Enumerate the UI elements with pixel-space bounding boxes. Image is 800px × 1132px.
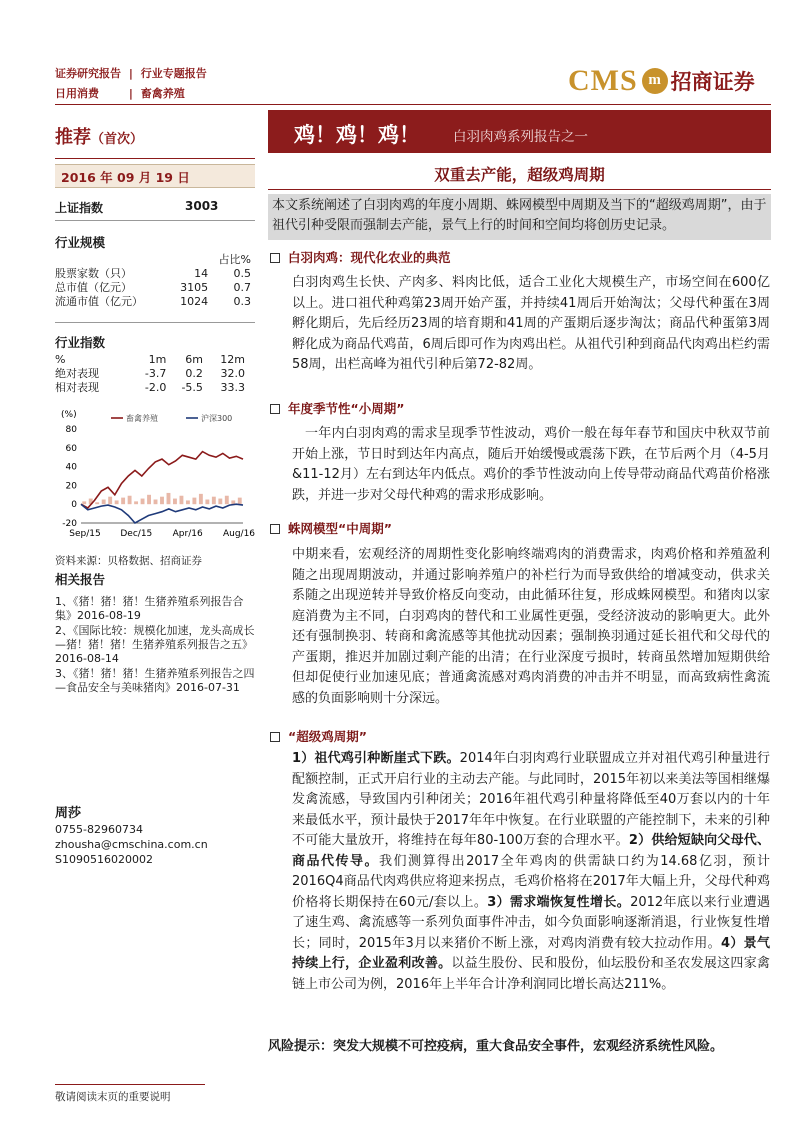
key-point: 3）需求端恢复性增长。 bbox=[487, 894, 631, 910]
industry-scale bbox=[55, 233, 255, 309]
table-row bbox=[55, 381, 245, 395]
volume-bar bbox=[95, 502, 99, 504]
row-pct: 0.7 bbox=[233, 281, 251, 294]
header-separator-2: | bbox=[128, 87, 133, 100]
rating-qualifier: （首次） bbox=[91, 132, 144, 147]
header-separator: | bbox=[128, 67, 133, 80]
volume-bar bbox=[192, 498, 196, 505]
analyst-info bbox=[55, 806, 208, 867]
header-rule bbox=[55, 104, 771, 105]
key-point: 2）供给短缺向父母代、商品代传导。 bbox=[292, 833, 771, 869]
row-value: 3105 bbox=[180, 281, 209, 294]
index-row bbox=[55, 199, 255, 216]
section-heading: 白羽肉鸡：现代化农业的典范 bbox=[270, 247, 451, 266]
report-date: 2016 年 09 月 19 日 bbox=[61, 170, 190, 185]
volume-bar bbox=[82, 501, 86, 504]
checkbox-bullet-icon bbox=[270, 404, 280, 414]
y-tick-label: 60 bbox=[65, 443, 77, 454]
volume-bar bbox=[173, 499, 177, 505]
volume-bar bbox=[199, 494, 203, 504]
analyst-cert: S1090516020002 bbox=[55, 853, 153, 866]
key-point: 1）祖代鸡引种断崖式下跌。 bbox=[292, 751, 460, 766]
col-header: 1m bbox=[148, 353, 167, 366]
logo-chinese: 招商证券 bbox=[670, 70, 755, 94]
x-tick-label: Aug/16 bbox=[222, 529, 255, 539]
rating bbox=[55, 123, 143, 149]
y-tick-label: 80 bbox=[65, 425, 77, 435]
volume-bar bbox=[225, 496, 229, 504]
report-type-line bbox=[55, 66, 207, 81]
rating-label: 推荐 bbox=[55, 127, 91, 148]
abstract-box: 本文系统阐述了白羽肉鸡的年度小周期、蛛网模型中周期及当下的“超级鸡周期”，由于祖代引种受限而强制去产能，景气上行的时间和空间均将创历史记录。 bbox=[268, 194, 771, 240]
pct-header: 占比% bbox=[218, 253, 251, 266]
logo-mark: m bbox=[642, 68, 668, 94]
row-label: 总市值（亿元） bbox=[55, 281, 132, 294]
volume-bar bbox=[141, 499, 145, 505]
title-banner bbox=[268, 110, 771, 153]
headline: 双重去产能，超级鸡周期 bbox=[434, 166, 605, 184]
volume-bar bbox=[121, 498, 125, 505]
left-rule bbox=[55, 158, 255, 159]
index-label: 上证指数 bbox=[55, 201, 104, 215]
volume-bar bbox=[186, 500, 190, 504]
legend-label: 沪深300 bbox=[201, 414, 233, 423]
row-label: 相对表现 bbox=[55, 381, 99, 394]
row-value: 1024 bbox=[180, 295, 209, 308]
row-label: 绝对表现 bbox=[55, 367, 99, 380]
key-point-text: 以益生股份、民和股份，仙坛股份和圣农发展这四家禽链上市公司为例，2016年上半年合计净利润同比增长高达211%。 bbox=[292, 956, 770, 992]
report-title: 鸡！鸡！鸡！ bbox=[294, 123, 420, 147]
volume-bar bbox=[147, 495, 151, 504]
key-point-text: 我们测算得出2017全年鸡肉的供需缺口约为14.68亿羽，预计2016Q4商品代肉鸡供应将迎来拐点，毛鸡价格将在2017年大幅上升，父母代种鸡价格将长期保持在60元/套以上。 bbox=[292, 853, 770, 910]
volume-bar bbox=[212, 497, 216, 505]
row-value: -5.5 bbox=[181, 381, 203, 394]
table-row bbox=[55, 267, 251, 281]
section-heading: “超级鸡周期” bbox=[270, 726, 367, 745]
scale-rule bbox=[55, 322, 255, 323]
sector-name: 日用消费 bbox=[55, 87, 99, 100]
list-item: 1、《猪！猪！猪！生猪养殖系列报告合集》2016-08-19 bbox=[55, 595, 244, 622]
industry-scale-title: 行业规模 bbox=[55, 235, 106, 250]
date-box bbox=[55, 164, 255, 188]
footer-note: 敬请阅读末页的重要说明 bbox=[55, 1091, 171, 1103]
row-pct: 0.3 bbox=[233, 295, 251, 308]
industry-index bbox=[55, 333, 255, 395]
row-label: 流通市值（亿元） bbox=[55, 295, 143, 308]
industry-index-table bbox=[55, 353, 245, 395]
volume-bar bbox=[160, 497, 164, 505]
performance-chart bbox=[55, 405, 255, 545]
section-body bbox=[292, 749, 770, 995]
index-rule bbox=[55, 220, 255, 221]
report-subcategory: 行业专题报告 bbox=[140, 67, 207, 80]
volume-bar bbox=[134, 501, 138, 504]
report-subtitle: 白羽肉鸡系列报告之一 bbox=[453, 129, 588, 145]
volume-bar bbox=[102, 500, 106, 505]
chart-y-label: (%) bbox=[61, 410, 77, 420]
volume-bar bbox=[128, 496, 132, 504]
volume-bar bbox=[167, 493, 171, 504]
risk-text: 突发大规模不可控疫病，重大食品安全事件，宏观经济系统性风险。 bbox=[333, 1039, 724, 1054]
section-body: 白羽肉鸡生长快、产肉多、料肉比低，适合工业化大规模生产，市场空间在600亿以上。进口祖代种鸡第23周开始产蛋，并持续41周后开始淘汰；父母代种蛋在3周孵化期后，先后经历23周的培育期和41周的产蛋期后逐步淘汰；商品代种蛋第3周孵化成为商品代鸡苗，6周后即可作为肉鸡出栏。从祖代引种到商品代肉鸡出栏约需58周，出栏高峰为祖代引种后第72-82周。 bbox=[292, 275, 770, 372]
risk-label: 风险提示： bbox=[268, 1039, 334, 1054]
key-point: 4）景气持续上行，企业盈利改善。 bbox=[292, 935, 771, 971]
col-header: % bbox=[55, 353, 66, 366]
volume-bar bbox=[218, 499, 222, 505]
key-point-text: 2012年底以来行业遭遇了速生鸡、禽流感等一系列负面事件冲击，如今负面影响逐渐消退，行业恢复性增长；同时，2015年3月以来猪价不断上涨，对鸡肉消费有较大拉动作用。 bbox=[292, 894, 770, 951]
analyst-email[interactable]: zhousha@cmschina.com.cn bbox=[55, 838, 208, 851]
y-tick-label: 40 bbox=[65, 462, 77, 473]
legend-label: 畜禽养殖 bbox=[126, 414, 158, 423]
company-logo bbox=[568, 64, 755, 98]
headline-rule bbox=[268, 189, 771, 190]
volume-bar bbox=[154, 500, 158, 505]
y-tick-label: -20 bbox=[62, 519, 77, 529]
section-heading: 蛛网模型“中周期” bbox=[270, 518, 392, 537]
volume-bar bbox=[238, 498, 242, 505]
footer-rule bbox=[55, 1084, 205, 1085]
row-value: 33.3 bbox=[220, 381, 245, 394]
report-category: 证券研究报告 bbox=[55, 67, 121, 80]
table-row bbox=[55, 295, 251, 309]
table-row bbox=[55, 281, 251, 295]
index-value: 3003 bbox=[185, 199, 219, 213]
subsector-name: 畜禽养殖 bbox=[140, 87, 185, 100]
x-tick-label: Dec/15 bbox=[120, 529, 153, 539]
row-pct: 0.5 bbox=[233, 267, 251, 280]
volume-bar bbox=[115, 500, 119, 504]
analyst-name: 周莎 bbox=[55, 806, 82, 821]
series-line-2 bbox=[81, 504, 243, 523]
risk-warning bbox=[268, 1035, 771, 1054]
key-point-text: 2014年白羽肉鸡行业联盟成立并对祖代鸡引种量进行配额控制，正式开启行业的主动去产能。与此同时，2015年初以来美法等国相继爆发禽流感，导致国内引种闭关；2016年祖代鸡引种量将降低至40万套以内的十年来最低水平，预计最快于2017年年中恢复。在行业联盟的产能控制下，未来的引种不可能大量放开，将维持在每年80-100万套的合理水平。 bbox=[292, 751, 770, 848]
list-item: 2、《国际比较：规模化加速，龙头高成长—猪！猪！猪！生猪养殖系列报告之五》2016-08-14 bbox=[55, 624, 255, 665]
y-tick-label: 0 bbox=[71, 500, 77, 511]
volume-bar bbox=[108, 497, 112, 505]
row-value: -2.0 bbox=[144, 381, 167, 394]
industry-scale-table bbox=[55, 253, 251, 309]
table-row bbox=[55, 367, 245, 381]
related-title: 相关报告 bbox=[55, 572, 106, 587]
y-tick-label: 20 bbox=[65, 481, 77, 492]
sector-line bbox=[55, 86, 185, 101]
industry-index-title: 行业指数 bbox=[55, 335, 106, 350]
checkbox-bullet-icon bbox=[270, 732, 280, 742]
section-body: 中期来看，宏观经济的周期性变化影响终端鸡肉的消费需求，肉鸡价格和养殖盈利随之出现周期波动，并通过影响养殖户的补栏行为而导致供给的增减变动，供求关系随之出现逆转并导致价格反向变动，由此循环往复，形成蛛网模型。和猪肉以家庭消费为主不同，白羽鸡肉的替代和工业属性更强，受经济波动的影响更大。此外还有强制换羽、转商和禽流感等其他扰动因素；强制换羽通过延长祖代和父母代的产蛋期，推迟并加剧过剩产能的出清；在行业深度亏损时，转商虽然增加短期供给但却促使行业加速见底；普通禽流感对鸡肉消费的冲击并不明显，而高致病性禽流感的负面影响则十分深远。 bbox=[292, 547, 770, 706]
row-value: 14 bbox=[194, 267, 209, 280]
logo-latin: CMS bbox=[568, 64, 638, 97]
x-tick-label: Apr/16 bbox=[172, 529, 203, 539]
row-value: 0.2 bbox=[185, 367, 203, 380]
list-item: 3、《猪！猪！猪！生猪养殖系列报告之四—食品安全与美味猪肉》2016-07-31 bbox=[55, 667, 255, 694]
checkbox-bullet-icon bbox=[270, 253, 280, 263]
section-body: 一年内白羽肉鸡的需求呈现季节性波动，鸡价一般在每年春节和国庆中秋双节前开始上涨，节日时到达年内高点，随后开始缓慢或震荡下跌，在节后两个月（4-5月&11-12月）左右到达年内低点。鸡价的季节性波动向上传导带动商品代鸡苗价格涨跌，并进一步对父母代种鸡的需求形成影响。 bbox=[292, 426, 770, 503]
analyst-phone: 0755-82960734 bbox=[55, 823, 143, 836]
checkbox-bullet-icon bbox=[270, 524, 280, 534]
row-value: -3.7 bbox=[144, 367, 167, 380]
col-header: 6m bbox=[185, 353, 203, 366]
section-heading: 年度季节性“小周期” bbox=[270, 398, 404, 417]
chart-source: 资料来源：贝格数据、招商证券 bbox=[55, 555, 202, 567]
volume-bar bbox=[179, 496, 183, 504]
x-tick-label: Sep/15 bbox=[69, 529, 101, 539]
volume-bar bbox=[205, 500, 209, 505]
row-value: 32.0 bbox=[220, 367, 245, 380]
col-header: 12m bbox=[220, 353, 245, 366]
row-label: 股票家数（只） bbox=[55, 267, 132, 280]
related-reports bbox=[55, 573, 255, 695]
